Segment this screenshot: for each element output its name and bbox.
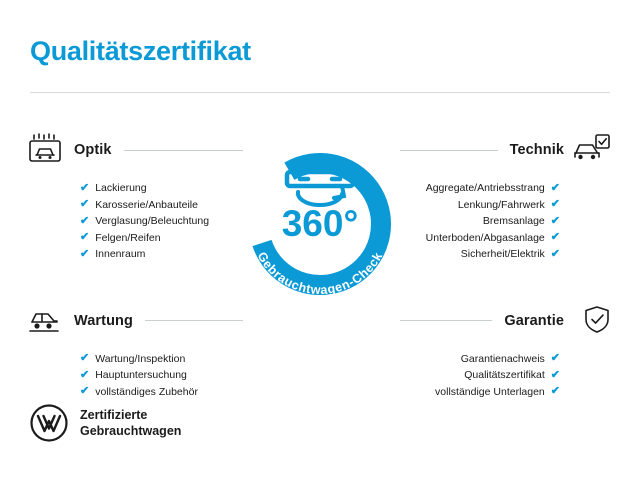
footer-text <box>80 407 181 439</box>
section-wartung-title: Wartung <box>74 312 133 329</box>
section-technik <box>400 130 612 263</box>
check-icon: ✔ <box>80 247 90 260</box>
list-item-label: Felgen/Reifen <box>95 231 161 244</box>
section-garantie <box>400 301 612 401</box>
section-wartung <box>28 301 243 401</box>
check-icon: ✔ <box>80 198 90 211</box>
shield-check-icon <box>572 304 612 338</box>
car-check-icon <box>572 133 612 167</box>
section-technik-rule <box>400 150 498 151</box>
list-item-label: Verglasung/Beleuchtung <box>95 215 210 227</box>
list-item <box>80 246 243 263</box>
list-item <box>400 384 560 401</box>
check-icon: ✔ <box>80 181 90 194</box>
section-optik-items <box>28 180 243 263</box>
section-garantie-items <box>400 351 612 401</box>
car-lift-icon <box>28 304 68 338</box>
check-icon: ✔ <box>80 352 90 365</box>
check-icon: ✔ <box>80 231 90 244</box>
list-item <box>80 213 243 230</box>
check-icon: ✔ <box>550 247 560 260</box>
list-item-label: Innenraum <box>95 248 146 260</box>
left-column <box>28 130 243 400</box>
section-optik-title: Optik <box>74 142 112 158</box>
list-item-label: Garantienachweis <box>460 352 545 365</box>
right-column <box>400 130 612 400</box>
list-item <box>80 351 243 368</box>
list-item <box>400 230 560 247</box>
list-item <box>400 367 560 384</box>
section-optik-rule <box>124 150 243 151</box>
section-wartung-header <box>28 301 243 341</box>
section-technik-items <box>400 180 612 263</box>
check-icon: ✔ <box>550 368 560 381</box>
check-icon: ✔ <box>550 385 560 398</box>
check-icon: ✔ <box>550 352 560 365</box>
list-item-label: Unterboden/Abgasanlage <box>425 231 545 244</box>
list-item-label: Lackierung <box>95 182 147 194</box>
section-wartung-items <box>28 351 243 401</box>
section-technik-header <box>400 130 612 170</box>
list-item <box>400 213 560 230</box>
check-icon: ✔ <box>550 231 560 244</box>
list-item-label: vollständige Unterlagen <box>435 385 545 398</box>
list-item <box>80 367 243 384</box>
list-item <box>400 197 560 214</box>
check-icon: ✔ <box>80 385 90 398</box>
list-item <box>80 197 243 214</box>
list-item-label: Qualitätszertifikat <box>464 369 545 381</box>
section-optik-header <box>28 130 243 170</box>
section-garantie-header <box>400 301 612 341</box>
list-item <box>400 351 560 368</box>
check-icon: ✔ <box>550 214 560 227</box>
list-item <box>80 384 243 401</box>
section-wartung-rule <box>145 320 243 321</box>
list-item-label: Wartung/Inspektion <box>95 352 186 365</box>
badge-arc-label: Gebrauchtwagen-Check <box>254 249 386 298</box>
section-garantie-rule <box>400 320 492 321</box>
list-item-label: Bremsanlage <box>482 215 545 227</box>
car-wash-icon <box>28 133 68 167</box>
section-technik-title: Technik <box>509 142 564 158</box>
footer-brand <box>30 404 181 442</box>
list-item-label: Sicherheit/Elektrik <box>460 248 545 260</box>
footer-line-1: Zertifizierte <box>80 408 148 422</box>
list-item-label: vollständiges Zubehör <box>95 385 198 398</box>
list-item <box>80 180 243 197</box>
page-title: Qualitätszertifikat <box>30 36 251 66</box>
check-icon: ✔ <box>550 198 560 211</box>
badge-degree-label: 360° <box>281 203 359 244</box>
title-divider <box>30 92 610 93</box>
list-item <box>400 246 560 263</box>
list-item-label: Aggregate/Antriebsstrang <box>425 182 545 194</box>
vw-logo <box>30 404 68 442</box>
list-item <box>80 230 243 247</box>
check-icon: ✔ <box>550 181 560 194</box>
list-item-label: Lenkung/Fahrwerk <box>457 198 545 211</box>
check-icon: ✔ <box>80 214 90 227</box>
list-item-label: Hauptuntersuchung <box>95 369 187 381</box>
list-item-label: Karosserie/Anbauteile <box>95 198 198 211</box>
check-icon: ✔ <box>80 368 90 381</box>
section-garantie-title: Garantie <box>504 312 564 329</box>
badge-360-gebrauchtwagen-check <box>228 118 412 306</box>
section-optik <box>28 130 243 263</box>
list-item <box>400 180 560 197</box>
footer-line-2: Gebrauchtwagen <box>80 424 182 438</box>
